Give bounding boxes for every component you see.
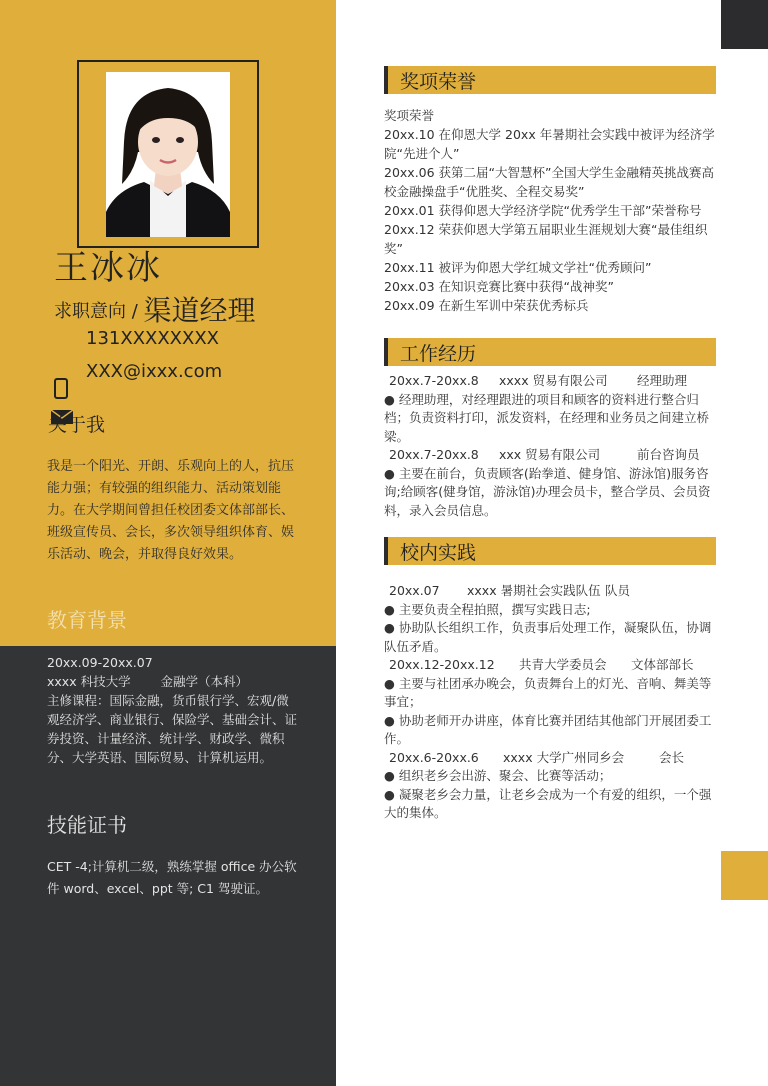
- corner-block-dark: [721, 0, 768, 49]
- awards-subtitle: 奖项荣誉: [384, 108, 435, 123]
- award-item: 20xx.11 被评为仰恩大学红城文学社“优秀顾问”: [384, 260, 652, 275]
- award-item: 20xx.12 荣获仰恩大学第五届职业生涯规划大赛“最佳组织奖”: [384, 222, 708, 256]
- job-period: 20xx.7-20xx.8: [389, 447, 479, 462]
- campus-point: ● 主要与社团承办晚会，负责舞台上的灯光、音响、舞美等事宜；: [384, 675, 712, 709]
- phone-number: 131XXXXXXXX: [86, 328, 220, 349]
- campus-point: ● 组织老乡会出游、聚会、比赛等活动；: [384, 768, 612, 783]
- campus-org: xxxx 暑期社会实践队伍: [467, 583, 601, 598]
- job-company: xxx 贸易有限公司: [499, 447, 601, 462]
- education-body: [47, 653, 297, 767]
- job-position: 前台咨询员: [637, 447, 700, 462]
- job-period: 20xx.7-20xx.8: [389, 373, 479, 388]
- job-intent-label: 求职意向: [54, 301, 126, 322]
- job-intent: [54, 289, 256, 329]
- work-header: [384, 338, 716, 366]
- corner-block-gold: [721, 851, 768, 900]
- job-company: xxxx 贸易有限公司: [499, 373, 608, 388]
- campus-period: 20xx.12-20xx.12: [389, 657, 495, 672]
- award-item: 20xx.10 在仰恩大学 20xx 年暑期社会实践中被评为经济学院“先进个人”: [384, 127, 715, 161]
- award-item: 20xx.09 在新生军训中荣获优秀标兵: [384, 298, 589, 313]
- job-intent-separator: /: [131, 301, 138, 322]
- campus-period: 20xx.07: [389, 583, 440, 598]
- award-item: 20xx.03 在知识竞赛比赛中获得“战神奖”: [384, 279, 615, 294]
- education-major: 金融学（本科）: [160, 674, 249, 689]
- award-item: 20xx.06 获第二届“大智慧杯”全国大学生金融精英挑战赛高校金融操盘手“优胜奖、全程交易奖”: [384, 165, 715, 199]
- campus-list: [384, 582, 718, 823]
- email-address: XXX@ixxx.com: [86, 361, 223, 382]
- job-point: ● 主要在前台，负责顾客(跆拳道、健身馆、游泳馆)服务咨询;给顾客(健身馆，游泳馆)办理会员卡，整合学员、会员资料，录入会员信息。: [384, 465, 711, 518]
- profile-photo: [106, 72, 230, 237]
- education-school: xxxx 科技大学: [47, 674, 131, 689]
- campus-title: 校内实践: [400, 542, 477, 564]
- education-title: 教育背景: [47, 608, 127, 632]
- awards-header: [384, 66, 716, 94]
- job-point: ● 经理助理，对经理跟进的项目和顾客的资料进行整合归档；负责资料打印，派发资料，在经理和业务员之间建立桥梁。: [384, 391, 710, 444]
- job-row: [384, 446, 718, 465]
- campus-org: xxxx 大学广州同乡会: [503, 749, 625, 765]
- job-intent-role: 渠道经理: [143, 294, 256, 327]
- campus-point: ● 协助老师开办讲座，体育比赛并团结其他部门开展团委工作。: [384, 712, 712, 746]
- about-title: 关于我: [48, 414, 106, 436]
- campus-row: [384, 656, 718, 675]
- work-list: [384, 372, 718, 520]
- education-period: 20xx.09-20xx.07: [47, 655, 153, 670]
- work-title: 工作经历: [400, 343, 477, 365]
- phone-icon: [54, 378, 68, 399]
- skills-text: CET -4;计算机二级，熟练掌握 office 办公软件 word、excel、ppt 等; C1 驾驶证。: [47, 859, 297, 896]
- candidate-name: 王冰冰: [54, 248, 162, 288]
- campus-role: 队员: [605, 583, 631, 598]
- skills-title: 技能证书: [47, 813, 127, 837]
- campus-role: 文体部部长: [631, 657, 694, 672]
- campus-point: ● 主要负责全程拍照，撰写实践日志;: [384, 601, 591, 617]
- award-item: 20xx.01 获得仰恩大学经济学院“优秀学生干部”荣誉称号: [384, 203, 702, 218]
- job-row: [384, 372, 718, 391]
- campus-point: ● 协助队长组织工作，负责事后处理工作，凝聚队伍，协调队伍矛盾。: [384, 620, 712, 654]
- campus-point: ● 凝聚老乡会力量，让老乡会成为一个有爱的组织，一个强大的集体。: [384, 786, 712, 820]
- job-position: 经理助理: [637, 373, 688, 388]
- campus-org: 共青大学委员会: [519, 657, 607, 672]
- campus-row: [384, 582, 718, 601]
- awards-title: 奖项荣誉: [400, 71, 477, 93]
- about-text: 我是一个阳光、开朗、乐观向上的人，抗压能力强；有较强的组织能力、活动策划能力。在大学期间曾担任校团委文体部部长、班级宣传员、会长，多次领导组织体育、娱乐活动、晚会，并取得良好效果。: [47, 459, 295, 562]
- awards-list: [384, 106, 718, 315]
- campus-header: [384, 537, 716, 565]
- campus-role: 会长: [659, 749, 685, 765]
- campus-period: 20xx.6-20xx.6: [389, 749, 479, 765]
- campus-row: [384, 749, 718, 768]
- education-courses: 主修课程：国际金融，货币银行学、宏观/微观经济学、商业银行、保险学、基础会计、证券投资、计量经济、统计学、财政学、微积分、大学英语、国际贸易、计算机运用。: [47, 693, 298, 765]
